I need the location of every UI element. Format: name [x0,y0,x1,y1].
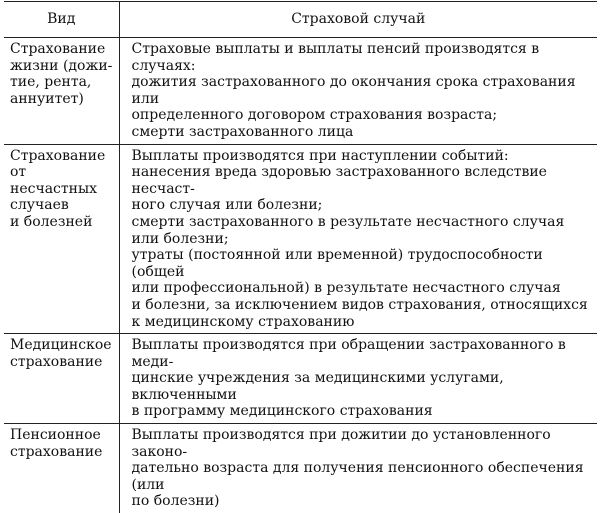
cell-kind: Пенсионное страхование [4,424,119,513]
table-row-medical-insurance [4,334,597,424]
cell-kind: Медицинское страхование [4,334,119,424]
insurance-types-table [4,1,597,513]
header-kind: Вид [4,2,119,38]
table-header [4,2,597,38]
cell-insured-event: Страховые выплаты и выплаты пенсий производятся в случаях: дожития застрахованного до окончания срока страхования или определенного договором страхования возраста; смерти застрахованного лица [119,38,597,145]
table-body [4,38,597,513]
header-row [4,2,597,38]
table-row-life-insurance [4,38,597,145]
cell-kind: Страхование жизни (дожи- тие, рента, аннуитет) [4,38,119,145]
table-row-pension-insurance [4,424,597,513]
cell-kind: Страхование от несчастных случаев и болезней [4,144,119,334]
cell-insured-event: Выплаты производятся при наступлении событий: нанесения вреда здоровью застрахованного вследствие несчаст- ного случая или болезни; смерти застрахованного в результате несчастного случая или болезни; утраты (постоянной или временной) трудоспособности (общей или профессиональной) в результате несчастного случая и болезни, за исключением видов страхования, относящихся к медицинскому страхованию [119,144,597,334]
header-insured-event: Страховой случай [119,2,597,38]
insurance-types-table-container [0,1,601,407]
cell-insured-event: Выплаты производятся при дожитии до установленного законо- дательно возраста для получения пенсионного обеспечения (или по болезни) [119,424,597,513]
table-row-accident-insurance [4,144,597,334]
cell-insured-event: Выплаты производятся при обращении застрахованного в меди- цинские учреждения за медицинскими услугами, включенными в программу медицинского страхования [119,334,597,424]
